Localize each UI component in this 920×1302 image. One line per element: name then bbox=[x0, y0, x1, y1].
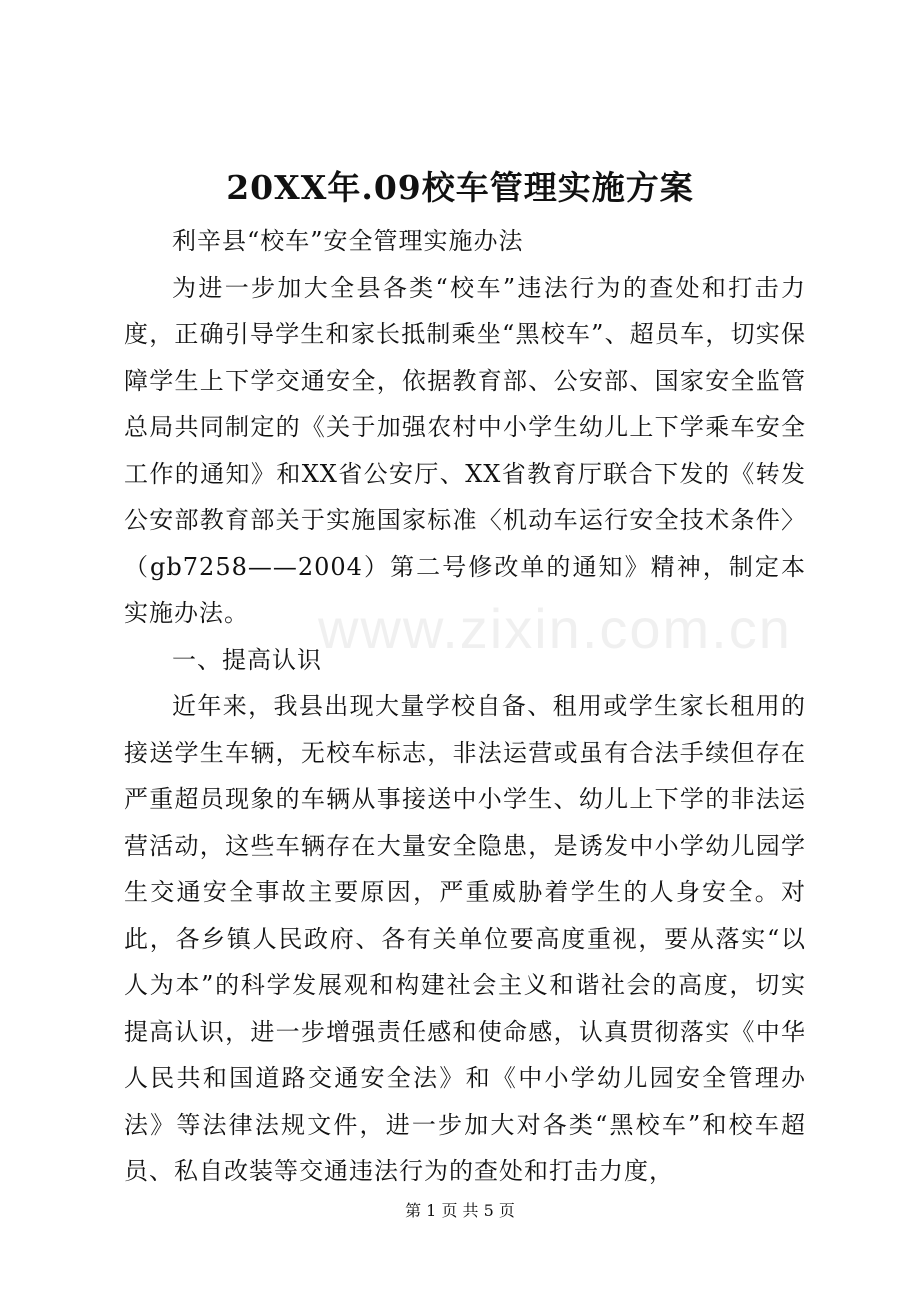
page-footer: 第 1 页 共 5 页 bbox=[405, 1201, 515, 1220]
document-body bbox=[124, 218, 806, 1195]
document-title: 20XX年.09校车管理实施方案 bbox=[226, 168, 694, 207]
subtitle-paragraph: 利辛县“校车”安全管理实施办法 bbox=[172, 227, 524, 255]
intro-paragraph: 为进一步加大全县各类“校车”违法行为的查处和打击力度，正确引导学生和家长抵制乘坐“黑校车”、超员车，切实保障学生上下学交通安全，依据教育部、公安部、国家安全监管总局共同制定的《关于加强农村中小学生幼儿上下学乘车安全工作的通知》和XX省公安厅、XX省教育厅联合下发的《转发公安部教育部关于实施国家标准〈机动车运行安全技术条件〉（gb7258——2004）第二号修改单的通知》精神，制定本实施办法。 bbox=[124, 273, 806, 627]
watermark: www.zixin.com.cn bbox=[318, 597, 792, 660]
section-heading: 一、提高认识 bbox=[172, 645, 322, 674]
section-paragraph: 近年来，我县出现大量学校自备、租用或学生家长租用的接送学生车辆，无校车标志，非法运营或虽有合法手续但存在严重超员现象的车辆从事接送中小学生、幼儿上下学的非法运营活动，这些车辆存在大量安全隐患，是诱发中小学幼儿园学生交通安全事故主要原因，严重威胁着学生的人身安全。对此，各乡镇人民政府、各有关单位要高度重视，要从落实“以人为本”的科学发展观和构建社会主义和谐社会的高度，切实提高认识，进一步增强责任感和使命感，认真贯彻落实《中华人民共和国道路交通安全法》和《中小学幼儿园安全管理办法》等法律法规文件，进一步加大对各类“黑校车”和校车超员、私自改装等交通违法行为的查处和打击力度， bbox=[124, 692, 806, 1185]
